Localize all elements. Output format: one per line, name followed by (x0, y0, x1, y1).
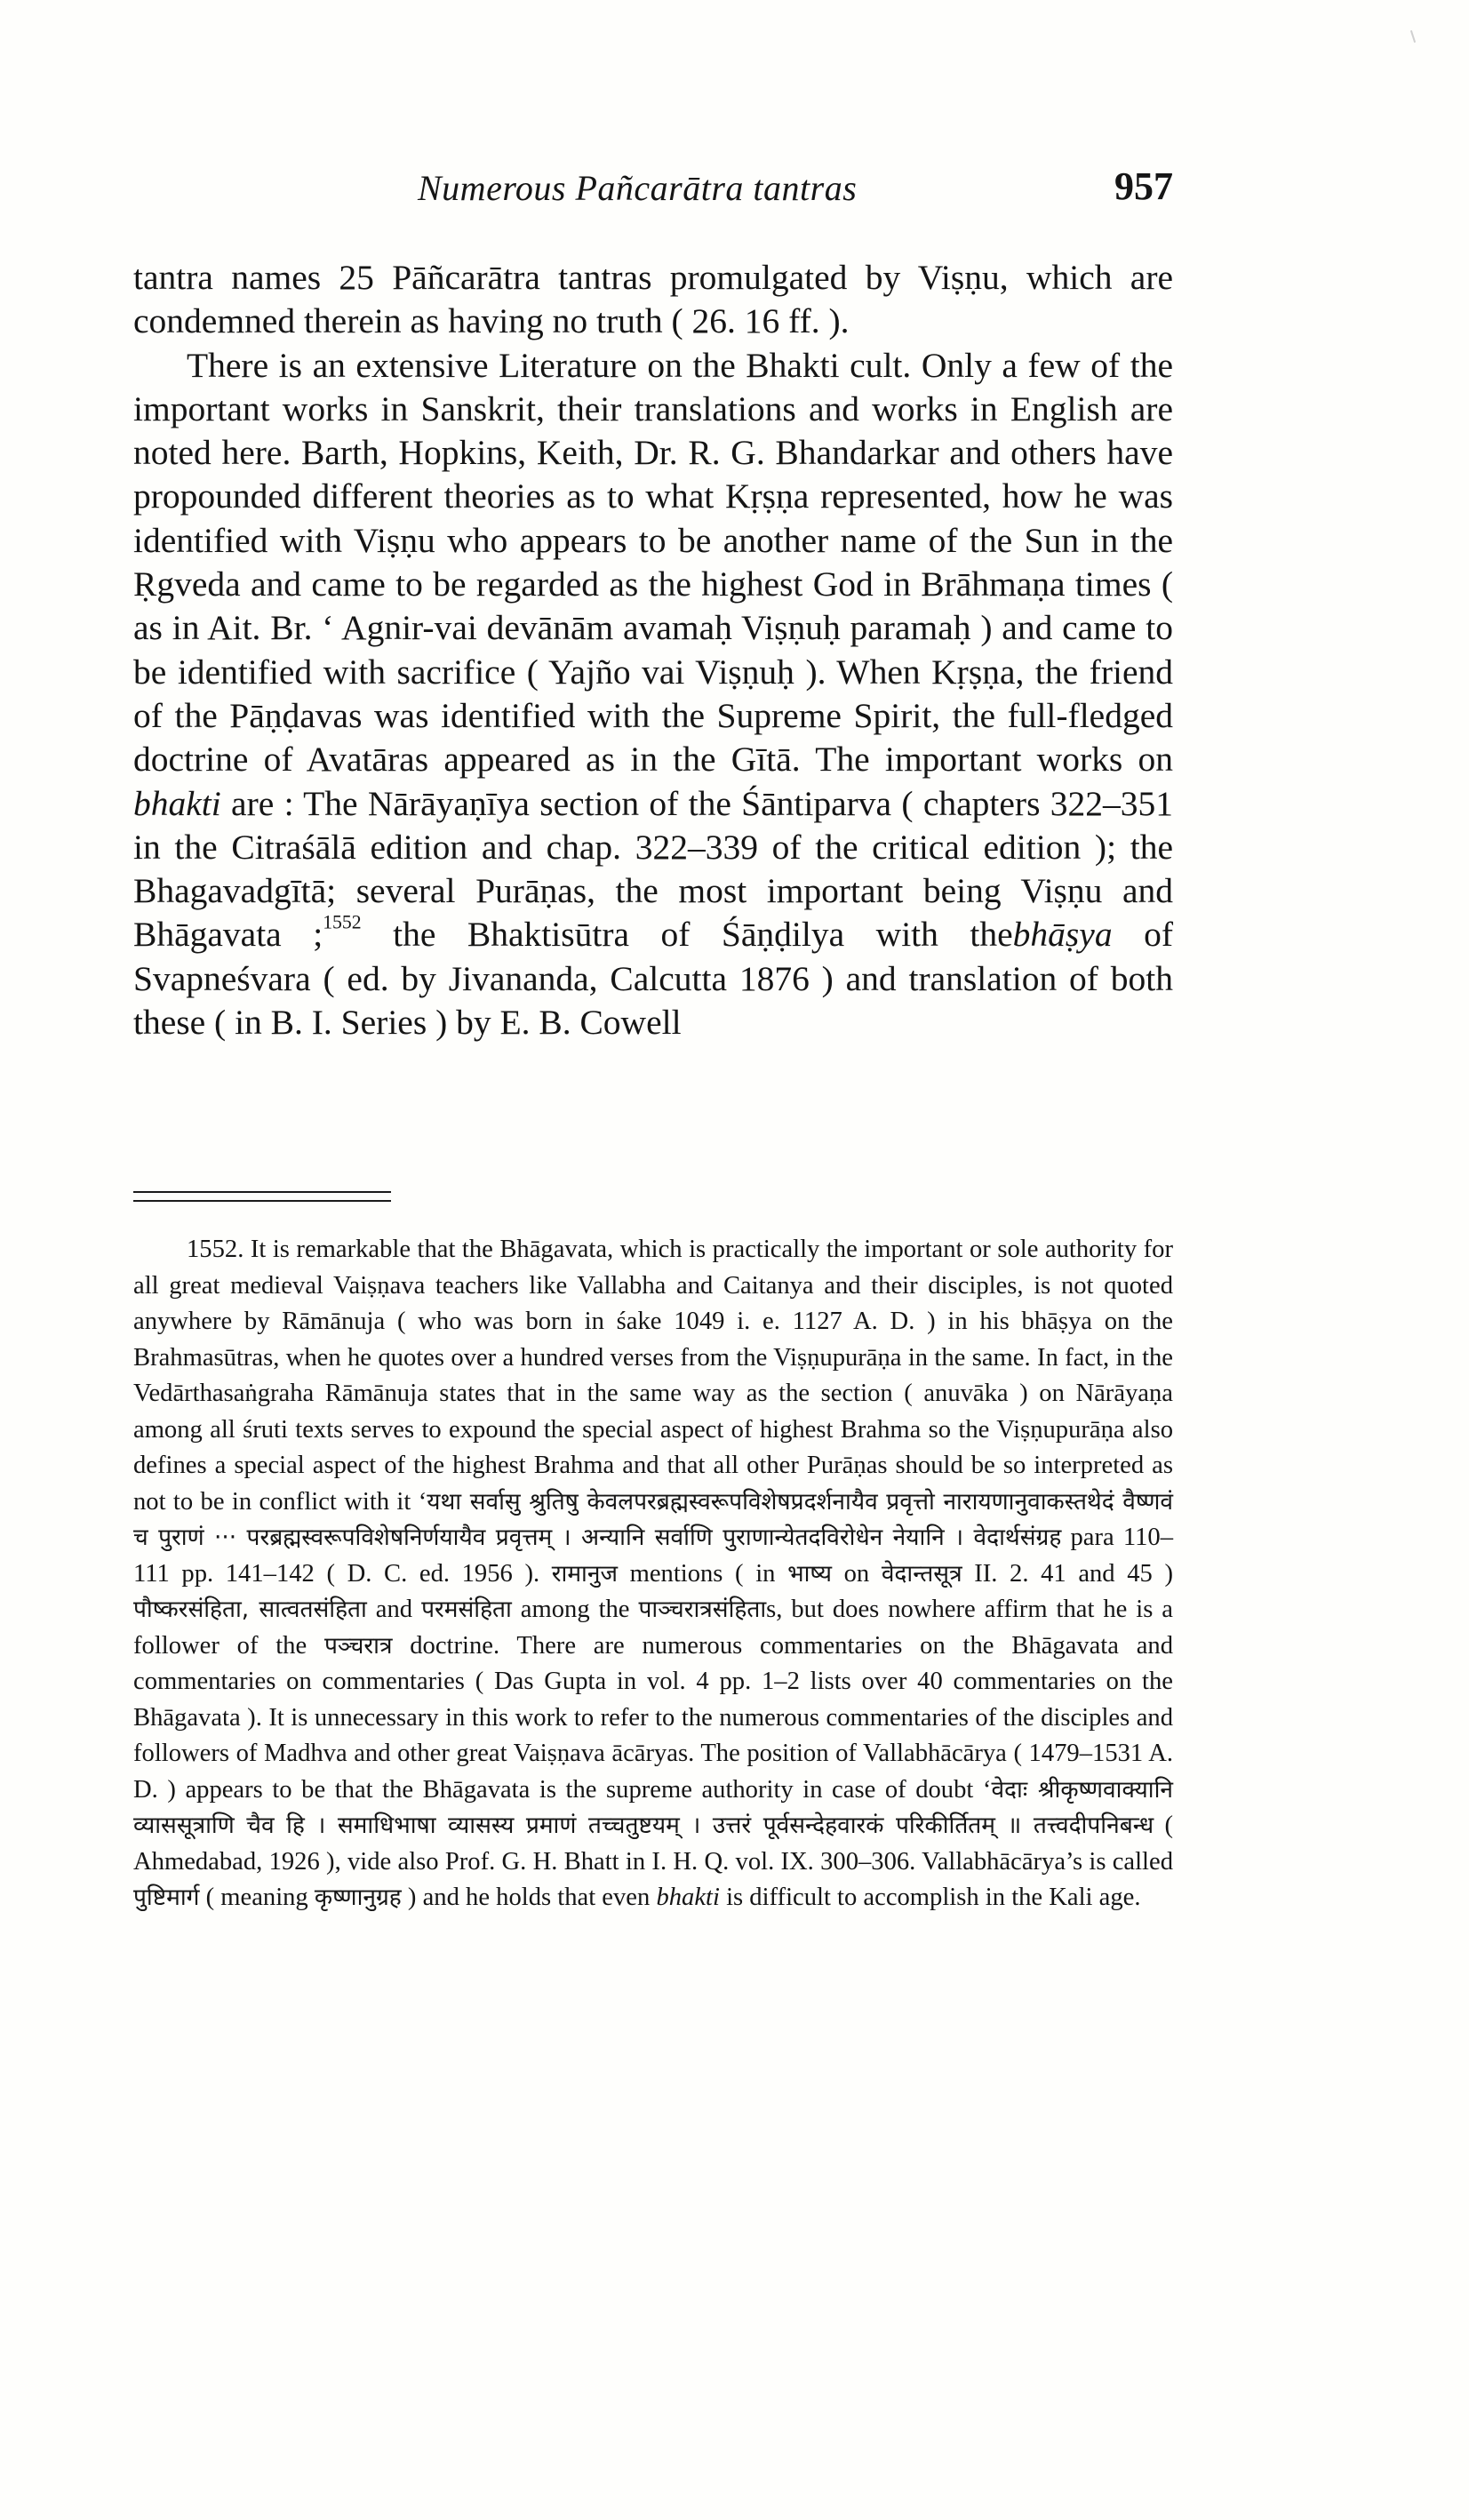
paragraph-2-text-c: the Bhaktisūtra of Śāṇḍilya with the (361, 915, 1013, 955)
devanagari-quote-2: वेदाः श्रीकृष्णवाक्यानि व्याससूत्राणि चैव हि । समाधिभाषा व्यासस्य प्रमाणं तच्चतुष्टयम् । उत्तरं पूर्वसन्देहवारकं परिकीर्तितम् ॥ तत्त्वदीपनिबन्ध (133, 1776, 1173, 1839)
page-number: 957 (1114, 164, 1173, 208)
italic-term-bhasya: bhāṣya (1012, 915, 1113, 955)
footnote-text-7: among the (511, 1596, 630, 1623)
footnote-text-11: ( meaning (199, 1884, 308, 1911)
scan-speck (1410, 30, 1416, 43)
devanagari-quote-1: यथा सर्वासु श्रुतिषु केवलपरब्रह्मस्वरूपविशेषप्रदर्शनायैव प्रवृत्तो नारायणानुवाकस्तथेदं वैष्णवं च पुराणं ··· परब्रह्मस्वरूपविशेषनिर्णयायैव प्रवृत्तम् । अन्यानि सर्वाणि पुराणान्येतदविरोधेन नेयानि । वेदार्थसंग्रह (133, 1488, 1174, 1551)
devanagari-pancaratra: पञ्चरात्र (323, 1632, 393, 1660)
footnote-text-12: ) and he holds that even (401, 1884, 651, 1911)
paragraph-2-text-a: There is an extensive Literature on the Bhakti cult. Only a few of the important works in Sanskrit, their translations and works in English are noted here. Barth, Hopkins, Keith, Dr. R. G. Bhandarkar and others have propounded different theories as to what Kṛṣṇa represented, how he was identified with Viṣṇu who appears to be another name of the Sun in the Ṛgveda and came to be regarded as the highest God in Brāhmaṇa times ( as in Ait. Br. ‘ Agnir-vai devānām avamaḥ Viṣṇuḥ paramaḥ ) and came to be identified with sacrifice ( Yajño vai Viṣṇuḥ ). When Kṛṣṇa, the friend of the Pāṇḍavas was identified with the Supreme Spirit, the full-fledged doctrine of Avatāras appeared as in the Gītā. The important works on (133, 345, 1173, 780)
paragraph-1: tantra names 25 Pāñcarātra tantras promulgated by Viṣṇu, which are condemned therein as having no truth ( 26. 16 ff. ). (133, 258, 1173, 341)
footnote-text-8: s, but does nowhere affirm that he is a follower of the (133, 1596, 1173, 1660)
devanagari-paramasamhita: परमसंहिता (421, 1596, 512, 1623)
main-text (133, 256, 1173, 1044)
footnote-text-4: on (831, 1559, 870, 1588)
footnote-text-1: 1552. It is remarkable that the Bhāgavata, which is practically the important or sole authority for all great medieval Vaiṣṇava teachers like Vallabha and Caitanya and their disciples, is not quoted anywhere by Rāmānuja ( who was born in śake 1049 i. e. 1127 A. D. ) in his bhāṣya on the Brahmasūtras, when he quotes over a hundred verses from the Viṣṇupurāṇa in the same. In fact, in the Vedārthasaṅgraha Rāmānuja states that in the same way as the section ( anuvāka ) on Nārāyaṇa among all śruti texts serves to expound the special aspect of highest Brahma so the Viṣṇupurāṇa also defines a special aspect of the highest Brahma and that all other Purāṇas should be so interpreted as not to be in conflict with it ‘ (133, 1236, 1173, 1516)
devanagari-pustimarga: पुष्टिमार्ग (133, 1884, 200, 1911)
devanagari-samhitas: पौष्करसंहिता, सात्वतसंहिता (133, 1596, 367, 1623)
footnote-text-5: II. 2. 41 and 45 ) (962, 1559, 1173, 1588)
footnote-italic-bhakti: bhakti (656, 1884, 720, 1911)
paragraph-2-text-d: of Svapneśvara ( ed. by Jivananda, Calcutta 1876 ) and translation of both these ( in B. I. Series ) by E. B. Cowell (133, 915, 1173, 1043)
devanagari-krsnanugraha: कृष्णानुग्रह (314, 1884, 402, 1911)
running-head (133, 164, 1173, 212)
footnote-text-10: ( Ahmedabad, 1926 ), vide also Prof. G. H. Bhatt in I. H. Q. vol. IX. 300–306. Vallabhācārya’s is called (133, 1812, 1174, 1876)
footnote-1552 (133, 1232, 1173, 1916)
footnote-text-6: and (366, 1596, 413, 1623)
footnote-text-13: is difficult to accomplish in the Kali age. (719, 1884, 1141, 1911)
devanagari-pancaratra-samhita: पाञ्चरात्रसंहिता (638, 1596, 767, 1623)
paragraph-2-text-b: are : The Nārāyaṇīya section of the Śāntiparva ( chapters 322–351 in the Citraśālā edition and chap. 322–339 of the critical edition ); the Bhagavadgītā; several Purāṇas, the most important being Viṣṇu and Bhāgavata ; (133, 783, 1173, 955)
devanagari-bhasya: भाष्य (787, 1560, 832, 1588)
paragraph-2 (133, 344, 1173, 1045)
footnote-text-9: doctrine. There are numerous commentaries on the Bhāgavata and commentaries on commentaries ( Das Gupta in vol. 4 pp. 1–2 lists over 40 commentaries on the Bhāgavata ). It is unnecessary in this work to refer to the numerous commentaries of the disciples and followers of Madhva and other great Vaiṣṇava ācāryas. The position of Vallabhācārya ( 1479–1531 A. D. ) appears to be that the Bhāgavata is the supreme authority in case of doubt ‘ (133, 1631, 1173, 1804)
footnote-text-3: mentions ( in (617, 1559, 776, 1588)
footnote-text-2: para 110–111 pp. 141–142 ( D. C. ed. 1956 ). (133, 1524, 1174, 1588)
footnote-separator (133, 1191, 391, 1202)
italic-term-bhakti: bhakti (133, 783, 221, 823)
footnote-reference: 1552 (323, 911, 362, 933)
running-title: Numerous Pañcarātra tantras (418, 168, 858, 208)
devanagari-vedantasutra: वेदान्तसूत्र (881, 1560, 962, 1588)
devanagari-ramanuja: रामानुज (551, 1560, 618, 1588)
